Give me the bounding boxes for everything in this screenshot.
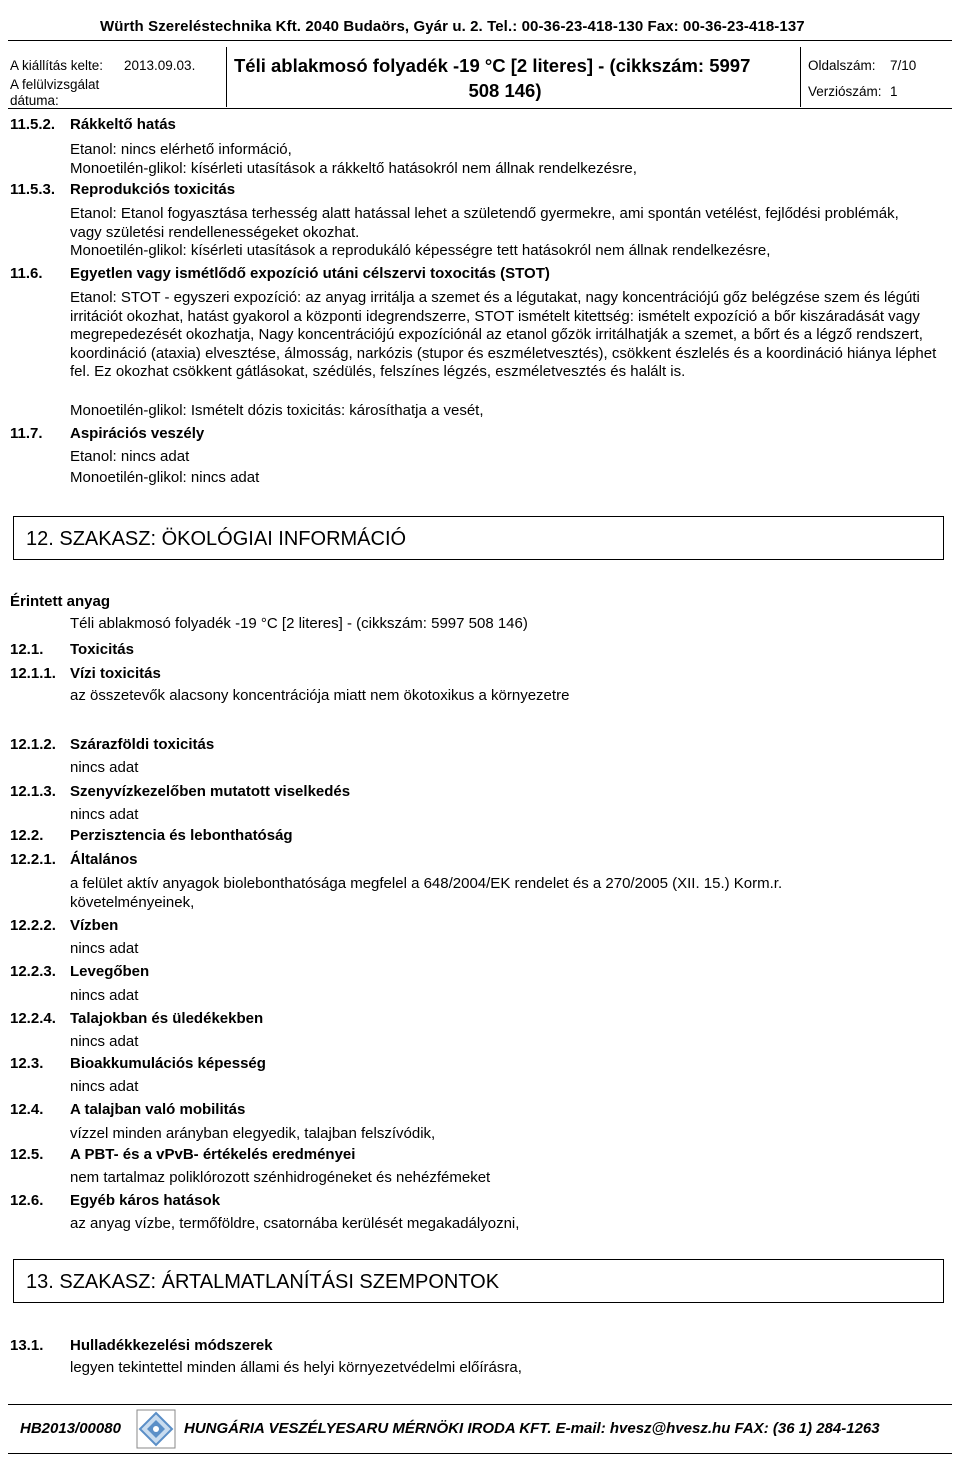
section-number: 12.6. bbox=[10, 1192, 44, 1209]
section-title: Levegőben bbox=[70, 963, 150, 980]
section-text: nem tartalmaz poliklórozott szénhidrogéneket és nehézfémeket bbox=[70, 1169, 491, 1186]
section-title: Egyetlen vagy ismétlődő expozíció utáni célszervi toxocitás (STOT) bbox=[70, 265, 550, 282]
section-number: 12.1.2. bbox=[10, 736, 56, 753]
section-title: Toxicitás bbox=[70, 641, 134, 658]
section-text: az összetevők alacsony koncentrációja miatt nem ökotoxikus a környezetre bbox=[70, 687, 570, 704]
section-text: Monoetilén-glikol: kísérleti utasítások a rákkeltő hatásokról nem állnak rendelkezésre, bbox=[70, 160, 637, 177]
section-text: Monoetilén-glikol: nincs adat bbox=[70, 469, 260, 486]
section-number: 12.1. bbox=[10, 641, 44, 658]
section-text: az anyag vízbe, termőföldre, csatornába kerülését megakadályozni, bbox=[70, 1215, 520, 1232]
section-title: Perzisztencia és lebonthatóság bbox=[70, 827, 293, 844]
section-text: legyen tekintettel minden állami és helyi környezetvédelmi előírásra, bbox=[70, 1359, 522, 1376]
section-text: Monoetilén-glikol: kísérleti utasítások a reprodukáló képességre tett hatásokról nem állnak rendelkezésre, bbox=[70, 242, 771, 259]
section-title: Egyéb káros hatások bbox=[70, 1192, 221, 1209]
logo-dot bbox=[153, 1426, 159, 1432]
footer-code: HB2013/00080 bbox=[20, 1420, 121, 1437]
section-title: A PBT- és a vPvB- értékelés eredményei bbox=[70, 1146, 356, 1163]
section-number: 11.6. bbox=[10, 265, 43, 282]
section-text: nincs adat bbox=[70, 1033, 139, 1050]
section-text: Monoetilén-glikol: Ismételt dózis toxicitás: károsíthatja a vesét, bbox=[70, 402, 484, 419]
revision-date-label-1: A felülvizsgálat bbox=[10, 77, 100, 92]
section-text: nincs adat bbox=[70, 987, 139, 1004]
version-value: 1 bbox=[890, 84, 898, 99]
section-number: 12.4. bbox=[10, 1101, 44, 1118]
issue-date-value: 2013.09.03. bbox=[124, 58, 196, 73]
section-number: 12.2. bbox=[10, 827, 44, 844]
document-title-line1: Téli ablakmosó folyadék -19 °C [2 literes] - (cikkszám: 5997 bbox=[234, 55, 751, 76]
section-number: 12.2.3. bbox=[10, 963, 56, 980]
section-13-heading-box bbox=[13, 1259, 944, 1303]
section-number: 12.5. bbox=[10, 1146, 44, 1163]
section-text: nincs adat bbox=[70, 940, 139, 957]
section-number: 11.5.2. bbox=[10, 116, 56, 133]
section-title: Szárazföldi toxicitás bbox=[70, 736, 215, 753]
section-title: A talajban való mobilitás bbox=[70, 1101, 246, 1118]
section-12-heading-box bbox=[13, 516, 944, 560]
section-text: Etanol: nincs adat bbox=[70, 448, 190, 465]
section-title: Talajokban és üledékekben bbox=[70, 1010, 264, 1027]
affected-substance-label: Érintett anyag bbox=[10, 593, 111, 610]
company-info: Würth Szereléstechnika Kft. 2040 Budaörs, Gyár u. 2. Tel.: 00-36-23-418-130 Fax: 00-36-23-418-137 bbox=[100, 18, 805, 35]
section-title: Hulladékkezelési módszerek bbox=[70, 1337, 273, 1354]
section-text: nincs adat bbox=[70, 1078, 139, 1095]
section-text: Etanol: nincs elérhető információ, bbox=[70, 141, 292, 158]
page-number-value: 7/10 bbox=[890, 58, 917, 73]
section-text: vízzel minden arányban elegyedik, talajban felszívódik, bbox=[70, 1125, 436, 1142]
section-number: 12.3. bbox=[10, 1055, 44, 1072]
affected-substance-value: Téli ablakmosó folyadék -19 °C [2 literes] - (cikkszám: 5997 508 146) bbox=[70, 615, 528, 632]
section-title: Általános bbox=[70, 851, 138, 868]
section-text: Etanol: Etanol fogyasztása terhesség alatt hatással lehet a születendő gyermekre, ami spontán vetélést, fejlődési problémák, vagy születési rendellenességeket okozhat. bbox=[70, 205, 899, 241]
section-title: Reprodukciós toxicitás bbox=[70, 181, 236, 198]
section-number: 12.2.1. bbox=[10, 851, 56, 868]
section-title: Szenyvízkezelőben mutatott viselkedés bbox=[70, 783, 351, 800]
section-text: a felület aktív anyagok biolebonthatósága megfelel a 648/2004/EK rendelet és a 270/2005 (XII. 15.) Korm.r. követelményeinek, bbox=[70, 875, 783, 911]
company-logo-icon bbox=[136, 1409, 176, 1449]
section-title: Rákkeltő hatás bbox=[70, 116, 176, 133]
section-13-heading: 13. SZAKASZ: ÁRTALMATLANÍTÁSI SZEMPONTOK bbox=[26, 1271, 500, 1293]
section-12-heading: 12. SZAKASZ: ÖKOLÓGIAI INFORMÁCIÓ bbox=[26, 528, 407, 550]
page-number-label: Oldalszám: bbox=[808, 58, 876, 73]
section-text: nincs adat bbox=[70, 806, 139, 823]
document-title-line2: 508 146) bbox=[468, 80, 542, 101]
section-number: 11.7. bbox=[10, 425, 43, 442]
section-text: nincs adat bbox=[70, 759, 139, 776]
section-title: Aspirációs veszély bbox=[70, 425, 205, 442]
section-number: 13.1. bbox=[10, 1337, 44, 1354]
section-title: Vízben bbox=[70, 917, 119, 934]
section-title: Bioakkumulációs képesség bbox=[70, 1055, 266, 1072]
revision-date-label-2: dátuma: bbox=[10, 93, 59, 108]
issue-date-label: A kiállítás kelte: bbox=[10, 58, 104, 73]
section-text: Etanol: STOT - egyszeri expozíció: az anyag irritálja a szemet és a légutakat, nagy koncentrációjú gőz belégzése szem és légúti irritációt okozhat, hatást gyakorol a központi idegrendszerre, STOT ismételt kitettség: ismételt expozíció a bőr kiszáradását vagy megrepedezését okozhatja, Nagy koncentrációjú expozíciónál az etanol gőzök irritálhatják a szemet, a bőrt és a légző rendszert, koordináció (ataxia) elvesztése, álmosság, narkózis (stupor és eszméletvesztés), csökkent észlelés és a koordináció hiánya léphet fel. Ez okozhat csökkent gátlásokat, szédülés, felszínes légzés, eszméletvesztés és halált is. bbox=[70, 289, 937, 381]
version-label: Verziószám: bbox=[808, 84, 882, 99]
section-number: 12.2.4. bbox=[10, 1010, 56, 1027]
section-number: 11.5.3. bbox=[10, 181, 56, 198]
section-number: 12.1.1. bbox=[10, 665, 56, 682]
section-title: Vízi toxicitás bbox=[70, 665, 161, 682]
footer-organization: HUNGÁRIA VESZÉLYESARU MÉRNÖKI IRODA KFT. E-mail: hvesz@hvesz.hu FAX: (36 1) 284-1263 bbox=[184, 1420, 880, 1437]
section-number: 12.1.3. bbox=[10, 783, 56, 800]
section-number: 12.2.2. bbox=[10, 917, 56, 934]
